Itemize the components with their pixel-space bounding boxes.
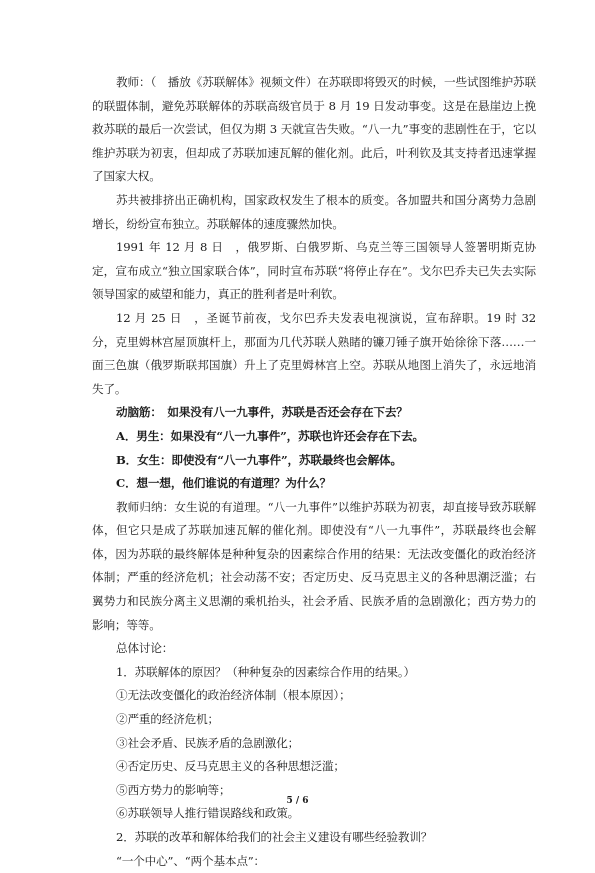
reason-2: ②严重的经济危机；	[116, 712, 219, 727]
reason-5: ⑤西方势力的影响等；	[116, 782, 231, 797]
question-2: 2．苏联的改革和解体给我们的社会主义建设有哪些经验教训？	[116, 830, 433, 844]
document-body	[92, 71, 536, 873]
option-a: A．男生：如果没有“八一九事件”，苏联也许还会存在下去。	[116, 428, 424, 443]
option-c: C．想一想，他们谁说的有道理？为什么？	[116, 476, 332, 491]
brainstorm-question: 动脑筋： 如果没有八一九事件，苏联是否还会存在下去？	[116, 405, 408, 420]
teacher-intro-paragraph: 教师：（ 播放《苏联解体》视频文件）在苏联即将毁灭的时候，一些试图维护苏联的联盟体制，避免苏联解体的苏联高级官员于 8 月 19 日发动事变。这是在悬崖边上挽救苏联的最后一次尝试，但仅为期 3 天就宣告失败。“八一九”事变的悲剧性在于，它以维护苏联为初衷，但却成了苏联加速瓦解的催化剂。此后，叶利钦及其支持者迅速掌握了国家大权。	[92, 75, 536, 184]
dec-25-paragraph: 12 月 25 日 ，圣诞节前夜，戈尔巴乔夫发表电视演说，宣布辞职。19 时 32 分，克里姆林宫屋顶旗杆上，那面为几代苏联人熟睹的镰刀锤子旗开始徐徐下落……一面三色旗（俄罗斯联邦国旗）升上了克里姆林宫上空。苏联从地图上消失了，永远地消失了。	[92, 310, 536, 396]
one-center-two-points: “一个中心”、“两个基本点”：	[116, 853, 265, 868]
reason-4: ④否定历史、反马克思主义的各种思想泛滥；	[116, 759, 345, 774]
party-ousted-paragraph: 苏共被排挤出正确机构，国家政权发生了根本的质变。各加盟共和国分离势力急剧增长，纷纷宣布独立。苏联解体的速度骤然加快。	[92, 192, 536, 231]
reason-3: ③社会矛盾、民族矛盾的急剧激化；	[116, 735, 300, 750]
page-number: 5 / 6	[286, 796, 309, 806]
question-1: 1．苏联解体的原因？（种种复杂的因素综合作用的结果。）	[116, 664, 415, 679]
reason-1: ①无法改变僵化的政治经济体制（根本原因）；	[116, 688, 351, 703]
discussion-heading: 总体讨论：	[116, 641, 174, 656]
reason-6: ⑥苏联领导人推行错误路线和政策。	[116, 806, 300, 821]
teacher-summary-paragraph: 教师归纳：女生说的有道理。“八一九事件”以维护苏联为初衷，却直接导致苏联解体，但它只是成了苏联加速瓦解的催化剂。即使没有“八一九事件”，苏联最终也会解体，因为苏联的最终解体是种种复杂的因素综合作用的结果：无法改变僵化的政治经济体制；严重的经济危机；社会动荡不安；否定历史、反马克思主义的各种思潮泛滥；右翼势力和民族分离主义思潮的乘机抬头，社会矛盾、民族矛盾的急剧激化；西方势力的影响；等等。	[92, 499, 536, 632]
option-b: B．女生：即使没有“八一九事件”，苏联最终也会解体。	[116, 452, 402, 467]
dec-8-paragraph: 1991 年 12 月 8 日 ，俄罗斯、白俄罗斯、乌克兰等三国领导人签署明斯克协定，宣布成立“独立国家联合体”，同时宣布苏联“将停止存在”。戈尔巴乔夫已失去实际领导国家的威望和能力，真正的胜利者是叶利钦。	[92, 240, 536, 302]
